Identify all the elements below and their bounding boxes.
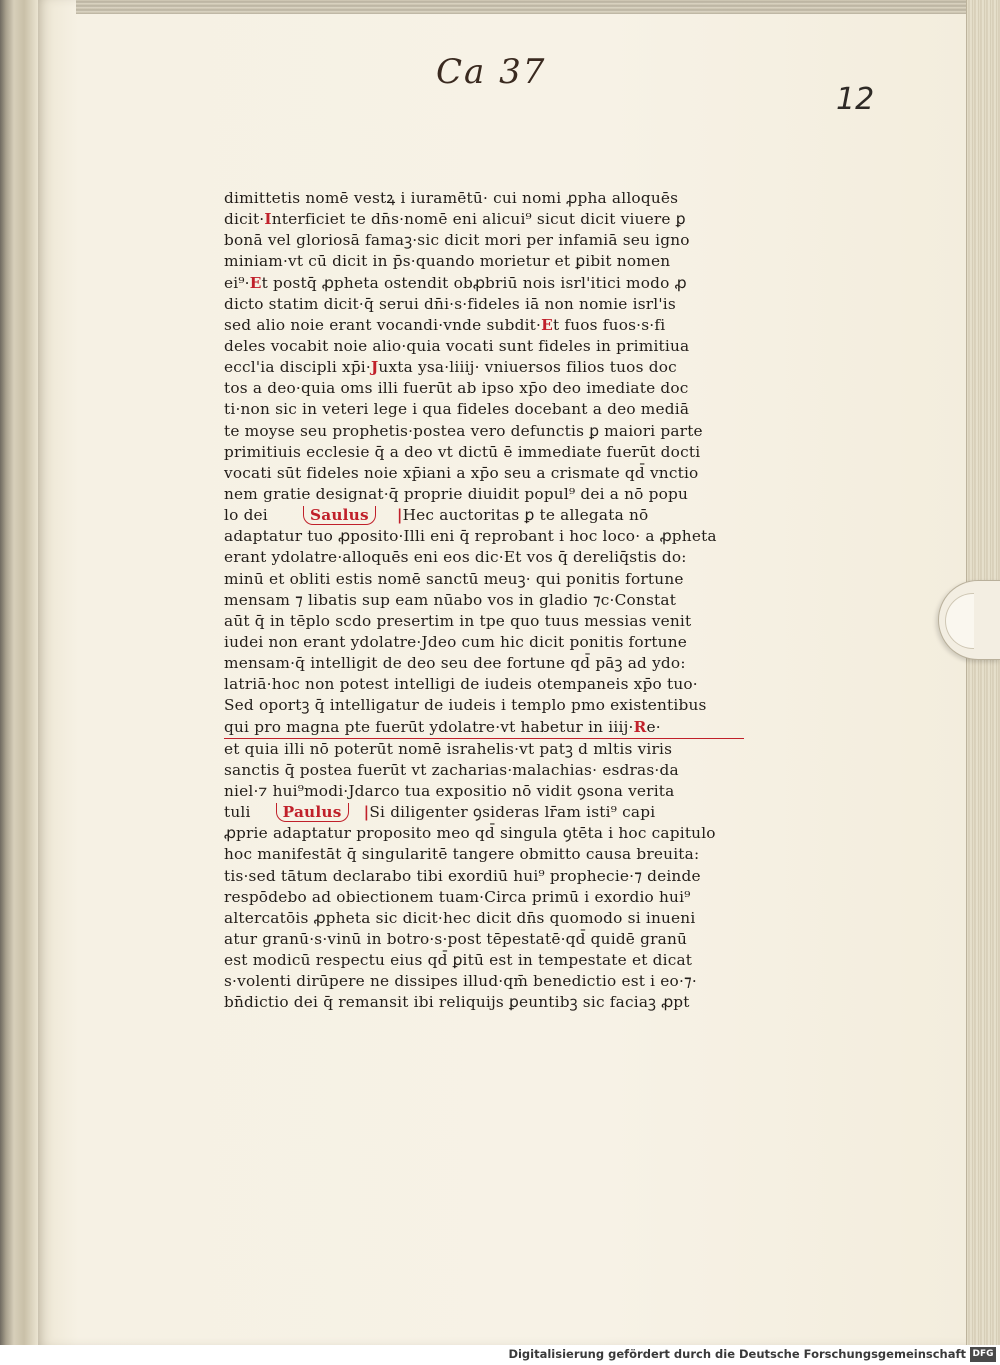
footer-bar — [0, 1345, 1000, 1365]
text-line: est modicū respectu eius qd̄ ꝑitū est in tempestate et dicat — [224, 951, 693, 970]
page-stack-edge — [966, 0, 1000, 1345]
text-line-rubric — [224, 505, 744, 526]
text-line: adaptatur tuo ꝓposito·Illi eni q̄ reprobant i hoc loco· a ꝓpheta — [224, 527, 717, 546]
text-line: deles vocabit noie alio·quia vocati sunt fideles in primitiua — [224, 336, 690, 355]
text-line: dicit·Interficiet te dn̄s·nomē eni alicui⁹ sicut dicit viuere ꝑ — [224, 210, 686, 229]
text-line: te moyse seu prophetis·postea vero defunctis ꝑ maiori parte — [224, 421, 703, 440]
book-spine-edge — [0, 0, 40, 1345]
text-line: tos a deo·quia oms illi fuerūt ab ipso xp̄o deo imediate doc — [224, 379, 689, 398]
text-line: minū et obliti estis nomē sanctū meuꝫ· qui ponitis fortune — [224, 569, 684, 588]
rubric-mark: | — [363, 803, 370, 822]
text-line: atur granū·s·vinū in botro·s·post tēpestatē·qd̄ quidē granū — [224, 929, 688, 948]
text-line: altercatōis ꝓpheta sic dicit·hec dicit dn̄s quomodo si inueni — [224, 908, 696, 927]
rubricated-initial: E — [541, 315, 553, 334]
text-line: nem gratie designat·q̄ proprie diuidit popul⁹ dei a nō popu — [224, 484, 689, 503]
text-line: qui pro magna pte fuerūt ydolatre·vt habetur in iiij·Re· — [224, 717, 744, 739]
text-line: aūt q̄ in tēplo scdo presertim in tpe quo tuus messias venit — [224, 611, 692, 630]
page-top-edge — [76, 0, 1000, 14]
rubric-name-box: Saulus — [303, 506, 376, 525]
rubric-name-box: Paulus — [276, 803, 349, 822]
text-line: primitiuis ecclesie q̄ a deo vt dictū ē immediate fuerūt docti — [224, 442, 701, 461]
text-line: sanctis q̄ postea fuerūt vt zacharias·malachias· esdras·da — [224, 760, 679, 779]
rubricated-initial: I — [264, 210, 272, 229]
text-line: latriā·hoc non potest intelligi de iudeis otempaneis xp̄o tuo· — [224, 675, 698, 694]
text-fragment: tuli — [224, 803, 251, 822]
text-line: mensam·q̄ intelligit de deo seu dee fortune qd̄ pāꝫ ad ydo: — [224, 654, 686, 673]
text-line: dimittetis nomē vestꝝ i iuramētū· cui nomi ꝓpha alloquēs — [224, 189, 679, 207]
text-line: s·volenti dirūpere ne dissipes illud·qm̄ benedictio est i eo·⁊· — [224, 972, 697, 991]
text-line: bn̄dictio dei q̄ remansit ibi reliquijs ꝑeuntibꝫ sic faciaꝫ ꝓpt — [224, 993, 690, 1012]
text-line: mensam ⁊ libatis sup eam nūabo vos in gladio ⁊c·Constat — [224, 590, 677, 609]
text-line: tis·sed tātum declarabo tibi exordiū hui⁹ prophecie·⁊ deinde — [224, 866, 701, 885]
text-fragment: Hec auctoritas ꝑ te allegata nō — [402, 506, 649, 525]
text-fragment: Si diligenter ꝯsideras lr̄am isti⁹ capi — [369, 803, 656, 822]
text-line: sed alio noie erant vocandi·vnde subdit·Et fuos fuos·s·fi — [224, 315, 666, 334]
text-line: erant ydolatre·alloquēs eni eos dic·Et vos q̄ dereliq̄stis do: — [224, 548, 687, 567]
text-line: dicto statim dicit·q̄ serui dn̄i·s·fideles iā non nomie isrl'is — [224, 294, 676, 313]
text-column — [224, 188, 744, 1013]
text-fragment: lo dei — [224, 506, 268, 525]
dfg-logo: DFG — [970, 1347, 996, 1362]
text-line: miniam·vt cū dicit in p̄s·quando morietur et ꝑibit nomen — [224, 252, 671, 271]
rubricated-initial: E — [249, 273, 262, 292]
text-line: eccl'ia discipli xp̄i·Juxta ysa·liiij· vniuersos filios tuos doc — [224, 358, 677, 377]
text-line: ei⁹·Et postq̄ ꝓpheta ostendit obꝓbriū nois isrl'itici modo ꝓ — [224, 273, 687, 292]
text-line: ꝓprie adaptatur proposito meo qd̄ singula ꝯtēta i hoc capitulo — [224, 824, 716, 843]
rubricated-initial: J — [370, 358, 379, 377]
text-line: Sed oportꝫ q̄ intelligatur de iudeis i templo pmo existentibus — [224, 696, 707, 715]
folio-number: 12 — [836, 82, 875, 117]
text-line: et quia illi nō poterūt nomē israhelis·vt patꝫ d mltis viris — [224, 739, 673, 758]
text-line: vocati sūt fideles noie xp̄iani a xp̄o seu a crismate qd̄ vnctio — [224, 463, 699, 482]
text-line: hoc manifestāt q̄ singularitē tangere obmitto causa breuita: — [224, 845, 700, 864]
text-line: respōdebo ad obiectionem tuam·Circa primū i exordio hui⁹ — [224, 887, 691, 906]
text-line: bonā vel gloriosā famaꝫ·sic dicit mori per infamiā seu igno — [224, 231, 690, 250]
text-line: iudei non erant ydolatre·Jdeo cum hic dicit ponitis fortune — [224, 632, 688, 651]
funding-credit: Digitalisierung gefördert durch die Deutsche Forschungsgemeinschaft — [508, 1347, 966, 1361]
rubricated-initial: R — [633, 717, 647, 736]
text-line-rubric — [224, 802, 744, 823]
text-line: niel·⁊ hui⁹modi·Jdarco tua expositio nō vidit ꝯsona verita — [224, 781, 675, 800]
rubric-mark: | — [396, 506, 403, 525]
handwritten-annotation: Ca 37 — [436, 52, 547, 92]
text-line: ti·non sic in veteri lege i qua fideles docebant a deo mediā — [224, 400, 690, 419]
